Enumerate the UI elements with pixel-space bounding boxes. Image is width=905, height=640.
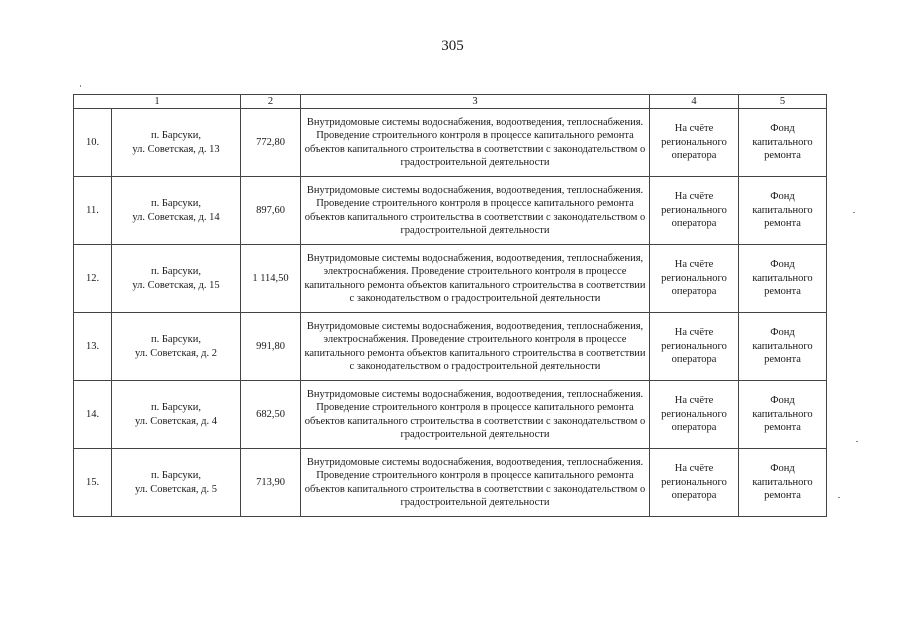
fund-cell: Фонд капитального ремонта	[739, 245, 827, 313]
address-cell	[112, 109, 241, 177]
address-settlement: п. Барсуки,	[151, 334, 201, 345]
fund-cell: Фонд капитального ремонта	[739, 449, 827, 517]
header-col-5: 5	[739, 95, 827, 109]
account-cell: На счёте регионального оператора	[650, 245, 739, 313]
address-cell	[112, 381, 241, 449]
address-settlement: п. Барсуки,	[151, 130, 201, 141]
area-cell: 682,50	[241, 381, 301, 449]
header-col-4: 4	[650, 95, 739, 109]
header-col-1: 1	[74, 95, 241, 109]
works-cell: Внутридомовые системы водоснабжения, водоотведения, теплоснабжения, электроснабжения. Проведение строительного контроля в процессе капитального ремонта объектов капитального строительства в соответствии с законодательством о градостроительной деятельности	[301, 313, 650, 381]
row-number: 11.	[74, 177, 112, 245]
address-street: ул. Советская, д. 2	[135, 347, 217, 359]
table-row	[74, 245, 827, 313]
table-row	[74, 177, 827, 245]
row-number: 13.	[74, 313, 112, 381]
table-row	[74, 381, 827, 449]
scan-speck	[853, 212, 855, 213]
area-cell: 991,80	[241, 313, 301, 381]
address-settlement: п. Барсуки,	[151, 402, 201, 413]
header-col-2: 2	[241, 95, 301, 109]
page-number: 305	[441, 38, 464, 54]
address-street: ул. Советская, д. 15	[132, 279, 220, 291]
address-cell	[112, 177, 241, 245]
account-cell: На счёте регионального оператора	[650, 109, 739, 177]
scan-speck	[856, 441, 858, 442]
address-cell	[112, 449, 241, 517]
address-street: ул. Советская, д. 5	[135, 483, 217, 495]
works-cell: Внутридомовые системы водоснабжения, водоотведения, теплоснабжения. Проведение строительного контроля в процессе капитального ремонта объектов капитального строительства в соответствии с законодательством о градостроительной деятельности	[301, 381, 650, 449]
row-number: 15.	[74, 449, 112, 517]
scan-speck	[838, 497, 840, 498]
address-street: ул. Советская, д. 13	[132, 143, 220, 155]
row-number: 12.	[74, 245, 112, 313]
fund-cell: Фонд капитального ремонта	[739, 109, 827, 177]
address-cell	[112, 313, 241, 381]
works-cell: Внутридомовые системы водоснабжения, водоотведения, теплоснабжения. Проведение строительного контроля в процессе капитального ремонта объектов капитального строительства в соответствии с законодательством о градостроительной деятельности	[301, 177, 650, 245]
account-cell: На счёте регионального оператора	[650, 449, 739, 517]
area-cell: 772,80	[241, 109, 301, 177]
table-row	[74, 449, 827, 517]
fund-cell: Фонд капитального ремонта	[739, 381, 827, 449]
fund-cell: Фонд капитального ремонта	[739, 313, 827, 381]
account-cell: На счёте регионального оператора	[650, 381, 739, 449]
address-street: ул. Советская, д. 14	[132, 211, 220, 223]
table-row	[74, 109, 827, 177]
works-table	[73, 94, 827, 517]
area-cell: 1 114,50	[241, 245, 301, 313]
address-street: ул. Советская, д. 4	[135, 415, 217, 427]
address-settlement: п. Барсуки,	[151, 470, 201, 481]
area-cell: 713,90	[241, 449, 301, 517]
header-col-3: 3	[301, 95, 650, 109]
address-cell	[112, 245, 241, 313]
works-cell: Внутридомовые системы водоснабжения, водоотведения, теплоснабжения. Проведение строительного контроля в процессе капитального ремонта объектов капитального строительства в соответствии с законодательством о градостроительной деятельности	[301, 109, 650, 177]
works-cell: Внутридомовые системы водоснабжения, водоотведения, теплоснабжения, электроснабжения. Проведение строительного контроля в процессе капитального ремонта объектов капитального строительства в соответствии с законодательством о градостроительной деятельности	[301, 245, 650, 313]
row-number: 10.	[74, 109, 112, 177]
address-settlement: п. Барсуки,	[151, 198, 201, 209]
area-cell: 897,60	[241, 177, 301, 245]
table-row	[74, 313, 827, 381]
scan-speck	[80, 85, 81, 87]
works-cell: Внутридомовые системы водоснабжения, водоотведения, теплоснабжения. Проведение строительного контроля в процессе капитального ремонта объектов капитального строительства в соответствии с законодательством о градостроительной деятельности	[301, 449, 650, 517]
header-row	[74, 95, 827, 109]
address-settlement: п. Барсуки,	[151, 266, 201, 277]
fund-cell: Фонд капитального ремонта	[739, 177, 827, 245]
row-number: 14.	[74, 381, 112, 449]
account-cell: На счёте регионального оператора	[650, 177, 739, 245]
account-cell: На счёте регионального оператора	[650, 313, 739, 381]
